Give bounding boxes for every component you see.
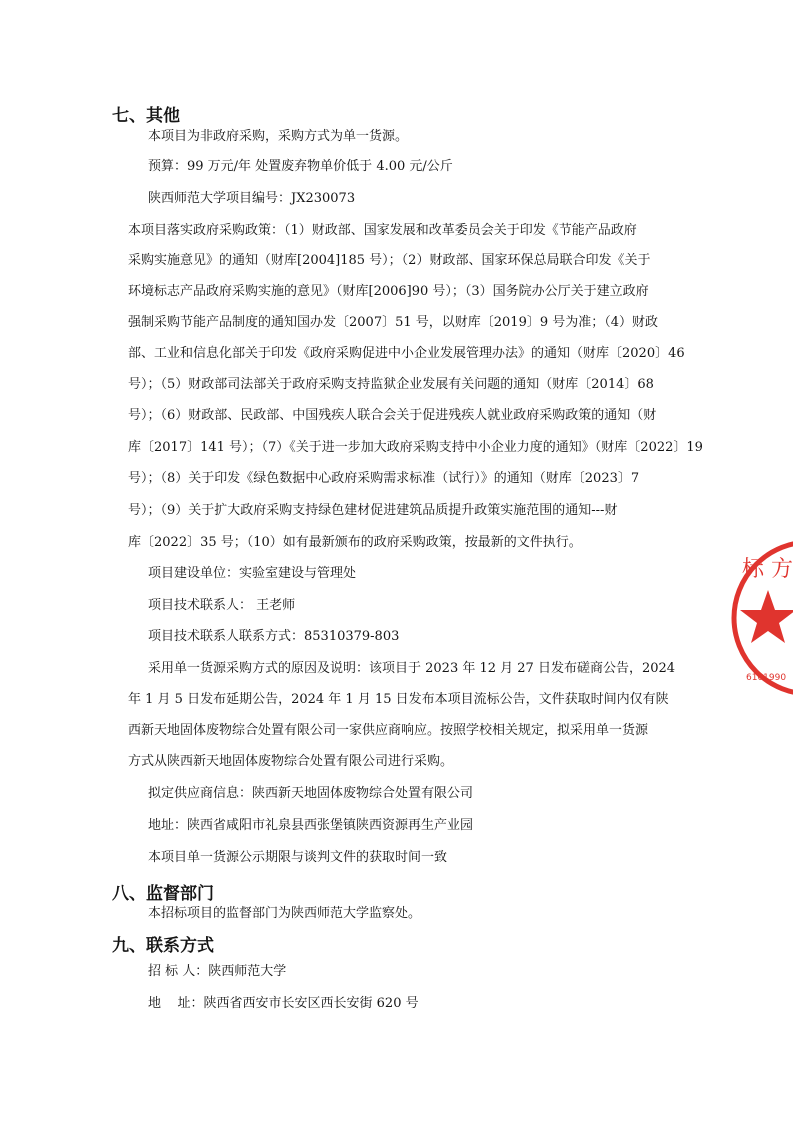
reason-line: 西新天地固体废物综合处置有限公司一家供应商响应。按照学校相关规定，拟采用单一货源 — [128, 723, 649, 738]
policy-line: 号）；（9）关于扩大政府采购支持绿色建材促进建筑品质提升政策实施范围的通知---财 — [128, 503, 618, 518]
tech-contact: 项目技术联系人： 王老师 — [148, 598, 296, 613]
reason-line: 年 1 月 5 日发布延期公告，2024 年 1 月 15 日发布本项目流标公告，文件获取时间内仅有陕 — [128, 692, 669, 707]
seal-text-top: 标 方 — [742, 557, 793, 582]
reason-line: 采用单一货源采购方式的原因及说明：该项目于 2023 年 12 月 27 日发布磋商公告，2024 — [148, 661, 676, 676]
policy-line: 环境标志产品政府采购实施的意见》（财库[2006]90 号）；（3）国务院办公厅关于建立政府 — [128, 284, 649, 299]
supplier-address: 地址：陕西省咸阳市礼泉县西张堡镇陕西资源再生产业园 — [148, 818, 474, 833]
construction-unit: 项目建设单位：实验室建设与管理处 — [148, 566, 357, 581]
publicity-period: 本项目单一货源公示期限与谈判文件的获取时间一致 — [148, 850, 448, 865]
section-7-heading: 七、其他 — [112, 106, 180, 126]
policy-line: 部、工业和信息化部关于印发《政府采购促进中小企业发展管理办法》的通知（财库〔2020〕46 — [128, 346, 685, 361]
address-label: 地 址： — [148, 996, 204, 1011]
seal-star-icon — [740, 590, 793, 643]
policy-line: 库〔2017〕141 号）；（7）《关于进一步加大政府采购支持中小企业力度的通知》（财库〔2022〕19 — [128, 440, 703, 455]
budget: 预算：99 万元/年 处置废弃物单价低于 4.00 元/公斤 — [148, 159, 453, 174]
policy-line: 强制采购节能产品制度的通知国办发〔2007〕51 号，以财库〔2019〕9 号为准；（4）财政 — [128, 315, 659, 330]
reason-line: 方式从陕西新天地固体废物综合处置有限公司进行采购。 — [128, 754, 454, 769]
seal-text-bottom: 6101990 — [746, 673, 787, 683]
official-seal — [728, 538, 793, 698]
supplier-info: 拟定供应商信息：陕西新天地固体废物综合处置有限公司 — [148, 786, 474, 801]
address-value: 陕西省西安市长安区西长安街 620 号 — [203, 996, 419, 1011]
policy-line: 采购实施意见》的通知（财库[2004]185 号）；（2）财政部、国家环保总局联合印发《关于 — [128, 253, 651, 268]
policy-line: 号）；（5）财政部司法部关于政府采购支持监狱企业发展有关问题的通知（财库〔2014〕68 — [128, 377, 654, 392]
policy-line: 库〔2022〕35 号；（10）如有最新颁布的政府采购政策，按最新的文件执行。 — [128, 535, 582, 550]
tenderer: 招 标 人：陕西师范大学 — [148, 964, 287, 979]
policy-line: 号）；（8）关于印发《绿色数据中心政府采购需求标准（试行）》的通知（财库〔2023〕7 — [128, 471, 640, 486]
supervision-text: 本招标项目的监督部门为陕西师范大学监察处。 — [148, 906, 422, 921]
project-number: 陕西师范大学项目编号：JX230073 — [148, 191, 356, 206]
contact-address — [148, 996, 419, 1012]
policy-line: 本项目落实政府采购政策：（1）财政部、国家发展和改革委员会关于印发《节能产品政府 — [128, 223, 637, 238]
tech-contact-phone: 项目技术联系人联系方式：85310379-803 — [148, 629, 400, 644]
section-8-heading: 八、监督部门 — [112, 884, 214, 904]
nongov-note: 本项目为非政府采购，采购方式为单一货源。 — [148, 129, 409, 144]
section-9-heading: 九、联系方式 — [112, 936, 214, 956]
policy-line: 号）；（6）财政部、民政部、中国残疾人联合会关于促进残疾人就业政府采购政策的通知（财 — [128, 408, 657, 423]
